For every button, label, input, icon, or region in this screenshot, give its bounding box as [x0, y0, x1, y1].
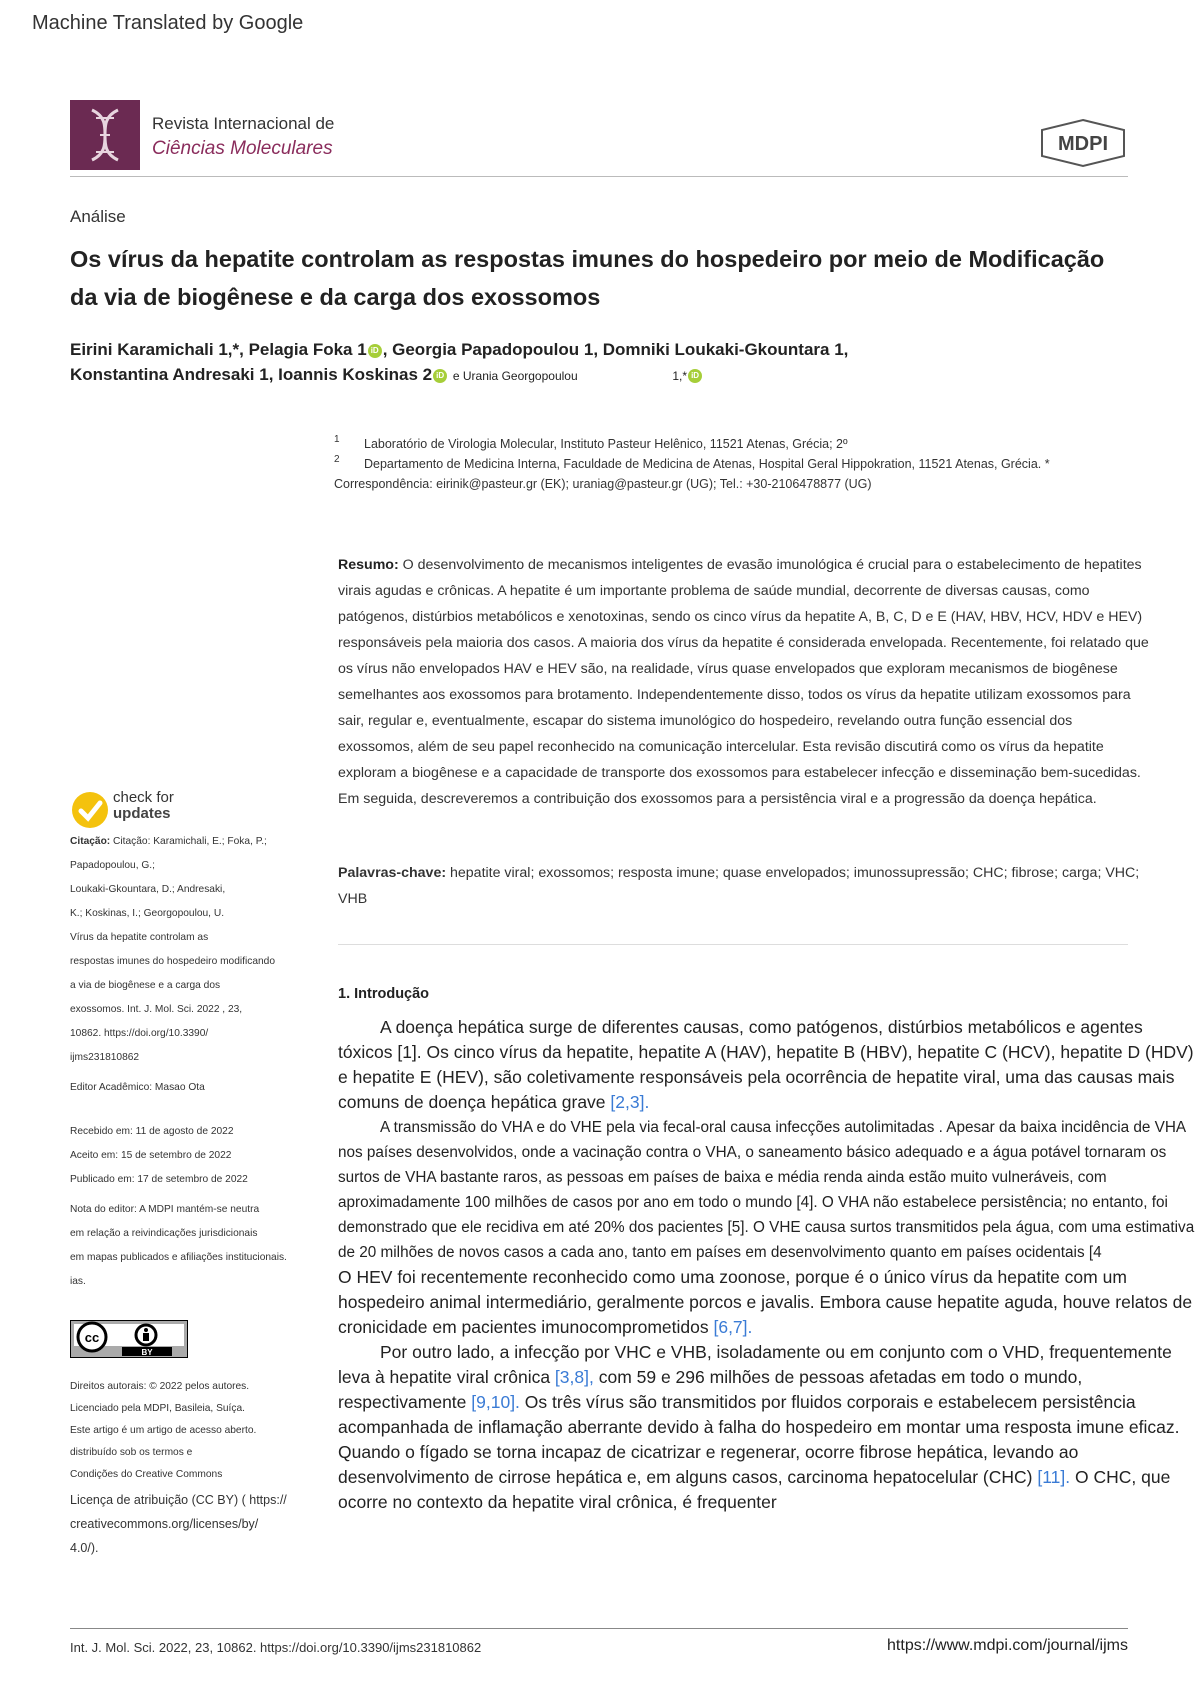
license-line: 4.0/).	[70, 1541, 99, 1555]
citation-link[interactable]: [11].	[1037, 1467, 1071, 1487]
article-title: Os vírus da hepatite controlam as respostas imunes do hospedeiro por meio de Modificação da via de biogênese e da carga dos exossomos	[70, 246, 1105, 310]
dna-helix-icon	[70, 100, 140, 170]
paragraph-text: com 59 e 296 milhões de pessoas afetadas em todo o mundo, respectivamente	[338, 1367, 1088, 1412]
citation-line: Vírus da hepatite controlam as	[70, 932, 209, 943]
footer-divider	[70, 1628, 1128, 1629]
footer-citation: Int. J. Mol. Sci. 2022, 23, 10862. https://doi.org/10.3390/ijms231810862	[70, 1640, 482, 1655]
check-for-updates-label[interactable]	[113, 790, 174, 822]
citation-line: exossomos. Int. J. Mol. Sci. 2022 , 23,	[70, 1004, 243, 1015]
citation-line: Loukaki-Gkountara, D.; Andresaki,	[70, 884, 226, 895]
citation-link[interactable]: [3,8],	[554, 1367, 594, 1387]
copyright-line: distribuído sob os termos e	[70, 1447, 193, 1458]
note-line: em mapas publicados e afiliações institucionais.	[70, 1252, 287, 1263]
dates-block	[70, 1120, 320, 1192]
affiliation-2	[334, 454, 1094, 474]
check-line-2: updates	[113, 805, 171, 822]
citation-line: Papadopoulou, G.;	[70, 860, 155, 871]
authors-part-1: Eirini Karamichali 1,*, Pelagia Foka 1	[70, 340, 367, 359]
paragraph-2	[338, 1115, 1198, 1265]
affiliation-text: Departamento de Medicina Interna, Faculdade de Medicina de Atenas, Hospital Geral Hippokration, 11521 Atenas, Grécia. *	[364, 457, 1050, 471]
citation-block	[70, 830, 320, 1070]
citation-line: respostas imunes do hospedeiro modificando	[70, 956, 276, 967]
keywords	[338, 860, 1150, 912]
citation-line: K.; Koskinas, I.; Georgopoulou, U.	[70, 908, 225, 919]
paragraph-3	[338, 1340, 1198, 1515]
note-line: Nota do editor: A MDPI mantém-se neutra	[70, 1204, 260, 1215]
correspondence: Correspondência: eirinik@pasteur.gr (EK); uraniag@pasteur.gr (UG); Tel.: +30-2106478877 (UG)	[334, 477, 872, 491]
citation-line: ijms231810862	[70, 1052, 140, 1063]
copyright-block	[70, 1376, 320, 1486]
abstract-text: O desenvolvimento de mecanismos inteligentes de evasão imunológica é crucial para o estabelecimento de hepatites virais agudas e crônicas. A hepatite é um importante problema de saúde mundial, decorrente de diversas causas, como patógenos, distúrbios metabólicos e xenotoxinas, sendo os cinco vírus da hepatite A, B, C, D e E (HAV, HBV, HCV, HDV e HEV) responsáveis pela maioria dos casos. A maioria dos vírus da hepatite é considerada envelopada. Recentemente, foi relatado que os vírus não envelopados HAV e HEV são, na realidade, vírus quase envelopados que exploram mecanismos de biogênese semelhantes aos exossomos para brotamento. Independentemente disso, todos os vírus da hepatite utilizam exossomos para sair, regular e, eventualmente, escapar do sistema imunológico do hospedeiro, revelando outra função essencial dos exossomos, além de seu papel reconhecido na comunicação intercelular. Esta revisão discutirá como os vírus da hepatite exploram a biogênese e a capacidade de transporte dos exossomos para estabelecer infecção e disseminação bem-sucedidas. Em seguida, descreveremos a contribuição dos exossomos para a persistência viral e a progressão da doença hepática.	[338, 557, 1149, 807]
copyright-line: Direitos autorais: © 2022 pelos autores.	[70, 1381, 250, 1392]
citation-link[interactable]: [9,10].	[471, 1392, 520, 1412]
date-received: Recebido em: 11 de agosto de 2022	[70, 1126, 234, 1137]
note-line: em relação a reivindicações jurisdicionais	[70, 1228, 258, 1239]
author-list	[70, 337, 1130, 389]
machine-translation-banner: Machine Translated by Google	[32, 12, 304, 34]
abstract-label: Resumo:	[338, 557, 399, 573]
citation-line: 10862. https://doi.org/10.3390/	[70, 1028, 209, 1039]
author-line-1	[70, 337, 1130, 362]
academic-editor: Editor Acadêmico: Masao Ota	[70, 1082, 205, 1093]
keywords-text: hepatite viral; exossomos; resposta imune; quase envelopados; imunossupressão; CHC; fibrose; carga; VHC; VHB	[338, 865, 1140, 907]
citation-link[interactable]: [2,3].	[610, 1092, 650, 1112]
affiliation-number: 1	[334, 434, 340, 445]
cc-by-license-icon[interactable]	[70, 1320, 188, 1358]
check-line-1: check for	[113, 789, 174, 806]
header-divider	[70, 176, 1128, 177]
authors-part-2b: e Urania Georgopoulou	[452, 369, 578, 383]
paragraph-text: O HEV foi recentemente reconhecido como uma zoonose, porque é o único vírus da hepatite com um hospedeiro animal intermediário, geralmente porcos e javalis. Embora cause hepatite aguda, houve relatos de cronicidade em pacientes imunocomprometidos	[338, 1267, 1197, 1337]
publisher-note	[70, 1198, 320, 1294]
license-line: Licença de atribuição (CC BY) ( https://	[70, 1493, 287, 1507]
by-text: BY	[141, 1348, 153, 1357]
paragraph-text: A doença hepática surge de diferentes causas, como patógenos, distúrbios metabólicos e agentes tóxicos [1]. Os cinco vírus da hepatite, hepatite A (HAV), hepatite B (HBV), hepatite C (HCV), hepatite D (HDV) e hepatite E (HEV), são coletivamente responsáveis pela ocorrência de hepatite viral, uma das causas mais comuns de doença hepática grave	[338, 1017, 1199, 1112]
affiliation-1	[334, 434, 1094, 454]
keywords-label: Palavras-chave:	[338, 865, 447, 881]
paragraph-1	[338, 1015, 1198, 1115]
authors-part-1b: , Georgia Papadopoulou 1, Domniki Loukaki-Gkountara 1,	[382, 340, 849, 359]
section-divider	[338, 944, 1128, 945]
affiliations	[334, 434, 1094, 494]
citation-link[interactable]: [6,7].	[713, 1317, 753, 1337]
citation-line: a via de biogênese e a carga dos	[70, 980, 221, 991]
article-type: Análise	[70, 207, 126, 226]
affiliation-number: 2	[334, 454, 340, 465]
paragraph-text: A transmissão do VHA e do VHE pela via fecal-oral causa infecções autolimitadas . Apesar da baixa incidência de VHA nos países desenvolvidos, onde a vacinação contra o VHA, o saneamento básico adequado e a água potável tornaram os surtos de VHA bastante raros, as pessoas em países de baixa e média renda ainda estão muito vulneráveis, com aproximadamente 100 milhões de casos por ano em todo o mundo [4]. O VHA não estabelece persistência; no entanto, foi demonstrado que ele recidiva em até 20% dos pacientes [5]. O VHE causa surtos transmitidos pela água, com uma estimativa de 20 milhões de novos casos a cada ano, tanto em países em desenvolvimento quanto em países ocidentais [4	[338, 1119, 1199, 1261]
journal-name-line2: Ciências Moleculares	[152, 138, 333, 159]
mdpi-logo-text: MDPI	[1058, 133, 1108, 155]
abstract	[338, 552, 1150, 812]
paragraph-2b	[338, 1265, 1198, 1340]
journal-logo	[70, 100, 140, 170]
check-for-updates-icon[interactable]	[70, 790, 110, 830]
date-accepted: Aceito em: 15 de setembro de 2022	[70, 1150, 232, 1161]
orcid-icon[interactable]: iD	[433, 369, 447, 383]
orcid-icon[interactable]: iD	[368, 344, 382, 358]
citation-line: Citação: Citação: Karamichali, E.; Foka, P.;	[70, 836, 267, 847]
affiliation-text: Laboratório de Virologia Molecular, Instituto Pasteur Helênico, 11521 Atenas, Grécia; 2º	[364, 437, 848, 451]
section-heading: 1. Introdução	[338, 986, 430, 1002]
footer-journal-link[interactable]: https://www.mdpi.com/journal/ijms	[887, 1637, 1128, 1654]
copyright-line: Condições do Creative Commons	[70, 1469, 223, 1480]
note-line: ias.	[70, 1276, 86, 1287]
orcid-icon[interactable]: iD	[688, 369, 702, 383]
copyright-line: Licenciado pela MDPI, Basileia, Suíça.	[70, 1403, 245, 1414]
license-block	[70, 1488, 320, 1560]
paragraph-text: Os três vírus são transmitidos por fluidos corporais e estabelecem persistência acompanhada de inflamação aberrante devido à falha do hospedeiro em montar uma resposta imune eficaz. Quando o fígado se torna incapaz de cicatrizar e regenerar, ocorre fibrose hepática, levando ao desenvolvimento de cirrose hepática e, em alguns casos, carcinoma hepatocelular (CHC)	[338, 1392, 1185, 1487]
copyright-line: Este artigo é um artigo de acesso aberto.	[70, 1425, 257, 1436]
body-text	[338, 1015, 1198, 1515]
cc-text: cc	[84, 1330, 100, 1345]
mdpi-logo	[1038, 118, 1128, 168]
paragraph-text: Por outro lado, a infecção por VHC e VHB, isoladamente ou em conjunto com o VHD, frequentemente leva à hepatite viral crônica	[338, 1342, 1177, 1387]
journal-name-line1: Revista Internacional de	[152, 114, 335, 133]
authors-part-2c: 1,*	[672, 369, 688, 383]
license-link[interactable]: creativecommons.org/licenses/by/	[70, 1517, 259, 1531]
authors-part-2: Konstantina Andresaki 1, Ioannis Koskinas 2	[70, 365, 433, 384]
paragraph-text: O CHC, que ocorre no contexto da hepatite viral crônica, é frequenter	[338, 1467, 1176, 1512]
author-line-2	[70, 362, 1130, 389]
date-published: Publicado em: 17 de setembro de 2022	[70, 1174, 248, 1185]
